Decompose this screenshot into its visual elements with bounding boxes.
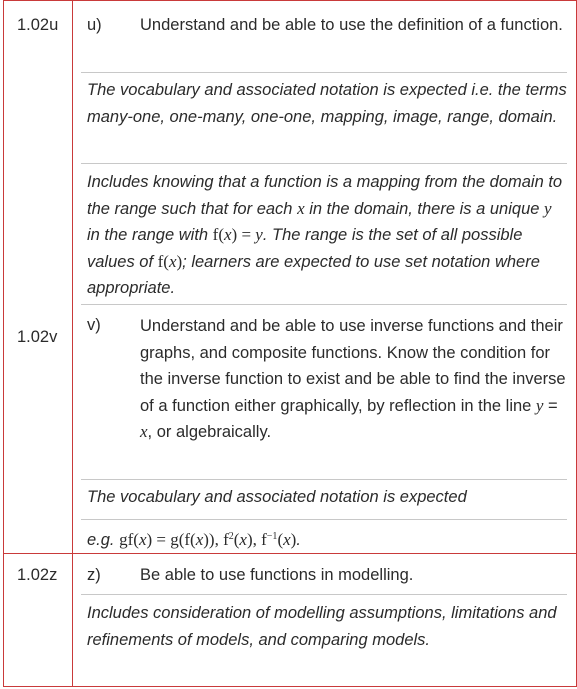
table-left-rule [3,0,4,687]
note-text: Includes consideration of modelling assumptions, limitations and refinements of models, and comparing models. [87,604,557,649]
spec-code: 1.02v [17,328,58,346]
item-label: v) [87,316,101,334]
item-statement-inverse-functions [140,313,572,446]
item-note [87,484,567,511]
item-note-composite-example [87,524,567,554]
item-note [87,77,567,130]
note-text: The vocabulary and associated notation is expected [87,488,467,506]
note-separator [81,163,567,164]
item-note [87,600,567,653]
spec-code: 1.02u [17,16,59,34]
item-label: u) [87,16,102,34]
note-separator [81,519,567,520]
column-divider-rule [72,0,73,687]
item-note-function-definition [87,169,567,302]
statement-text-rich: Understand and be able to use inverse functions and their graphs, and composite functions. Know the condition for the inverse function to exist and be able to find the inverse of a function either graphically, by reflection in the line y = x, or algebraically. [140,317,566,441]
specification-table [3,0,577,687]
note-text-rich: e.g. gf(x) = g(f(x)), $f^2(x)$, $f^{-1}(x)$. [87,530,301,549]
note-text-rich: Includes knowing that a function is a mapping from the domain to the range such that for each x in the domain, there is a unique y in the range with f(x) = y. The range is the set of all possible values of f(x); learners are expected to use set notation where appropriate. [87,173,563,297]
table-top-rule [3,0,577,1]
note-text: The vocabulary and associated notation is expected i.e. the terms many-one, one-many, one-one, mapping, image, range, domain. [87,81,567,126]
table-bottom-rule [3,686,577,687]
item-statement: Be able to use functions in modelling. [140,566,414,584]
item-statement: Understand and be able to use the definition of a function. [140,16,563,34]
note-separator [81,594,567,595]
note-separator [81,304,567,305]
item-label: z) [87,566,101,584]
note-separator [81,72,567,73]
spec-code: 1.02z [17,566,58,584]
note-separator [81,479,567,480]
